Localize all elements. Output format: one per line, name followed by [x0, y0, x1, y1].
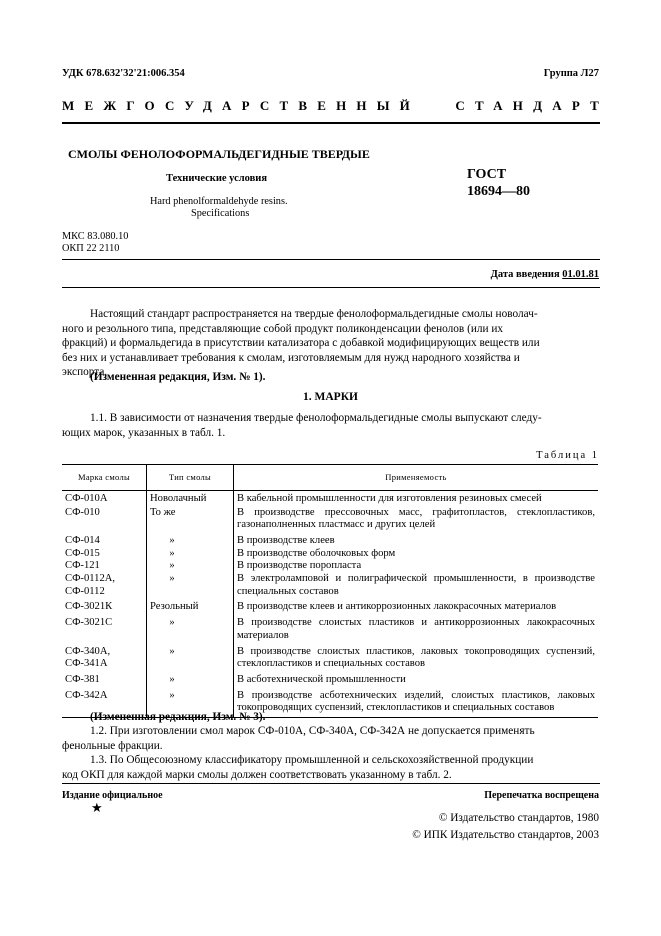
- ditto-mark: »: [169, 573, 175, 585]
- cell-type: [147, 617, 234, 645]
- cell-use: В электроламповой и полиграфической промышленности, в производстве специальных составов: [234, 573, 599, 601]
- ditto-mark: »: [169, 560, 175, 572]
- reprint-notice: Перепечатка воспрещена: [484, 790, 599, 801]
- cell-mark: СФ-381: [65, 673, 100, 685]
- ditto-mark: »: [169, 645, 175, 657]
- cell-use: В производстве слоистых пластиков и антикоррозионных лакокрасочных материалов: [234, 617, 599, 645]
- cell-type: [147, 560, 234, 573]
- header-rule: [62, 122, 600, 124]
- introduction-date: [491, 269, 599, 280]
- paragraph-line: код ОКП для каждой марки смолы должен соответствовать указанному в табл. 2.: [62, 768, 452, 781]
- table-row: [62, 573, 598, 601]
- paragraph-line: 1.2. При изготовлении смол марок СФ-010А, СФ-340А, СФ-342А не допускается применять: [90, 725, 535, 737]
- cell-mark: СФ-0112А, СФ-0112: [65, 573, 116, 597]
- document-title: СМОЛЫ ФЕНОЛОФОРМАЛЬДЕГИДНЫЕ ТВЕРДЫЕ: [68, 147, 370, 161]
- star-icon: ★: [91, 800, 103, 815]
- cell-mark: СФ-010А: [65, 493, 108, 504]
- cell-type: То же: [147, 507, 234, 535]
- cell-use: В производстве асботехнических изделий, слоистых пластиков, лаковых токопроводящих суспензий, стеклопластиков и специальных составов: [234, 690, 599, 718]
- gost-label: ГОСТ: [467, 167, 507, 182]
- copyright-1980: © Издательство стандартов, 1980: [438, 812, 599, 824]
- paragraph-line: 1.3. По Общесоюзному классификатору промышленной и сельскохозяйственной продукции: [90, 754, 534, 766]
- paragraph-1-3: [62, 753, 600, 782]
- cell-use: В производстве клеев и антикоррозионных лакокрасочных материалов: [234, 601, 599, 617]
- group-code: Группа Л27: [543, 68, 599, 79]
- gost-number: 18694—80: [467, 184, 530, 199]
- table-row: [62, 617, 598, 645]
- footer-rule: [62, 783, 600, 784]
- cell-type: Резольный: [147, 601, 234, 617]
- table-caption: Таблица 1: [536, 450, 599, 461]
- english-title-line2: Specifications: [191, 208, 250, 219]
- ditto-mark: »: [169, 534, 175, 546]
- ditto-mark: »: [169, 617, 175, 629]
- table-row: [62, 507, 598, 535]
- classification-codes: [62, 231, 128, 254]
- ditto-mark: »: [169, 547, 175, 559]
- english-title-line1: Hard phenolformaldehyde resins.: [150, 196, 288, 207]
- cell-use: В производстве слоистых пластиков, лаковых токопроводящих суспензий, стеклопластиков и специальных составов: [234, 646, 599, 674]
- table-row: [62, 646, 598, 674]
- resin-grades-table: [62, 464, 598, 718]
- column-header-mark: Марка смолы: [62, 465, 147, 491]
- intro-line: Настоящий стандарт распространяется на твердые фенолоформальдегидные смолы новолач-: [90, 308, 538, 320]
- document-subtitle: Технические условия: [166, 173, 268, 184]
- cell-use: В кабельной промышленности для изготовления резиновых смесей: [234, 491, 599, 507]
- column-header-use: Применяемость: [234, 465, 599, 491]
- paragraph-line: фенольные фракции.: [62, 739, 163, 752]
- mks-code: МКС 83.080.10: [62, 231, 129, 242]
- cell-type: Новолачный: [147, 491, 234, 507]
- cell-type: [147, 535, 234, 548]
- table-row: [62, 535, 598, 548]
- table-header-row: [62, 465, 598, 491]
- cell-mark: СФ-014: [65, 534, 100, 546]
- cell-mark: СФ-015: [65, 547, 100, 559]
- table-row: [62, 491, 598, 507]
- cell-use: В производстве прессовочных масс, графитопластов, стеклопластиков, газонаполненных пластмасс и других целей: [234, 507, 599, 535]
- paragraph-1-2: [62, 724, 600, 753]
- ditto-mark: »: [169, 689, 175, 701]
- cell-type: [147, 548, 234, 561]
- cell-mark: СФ-121: [65, 560, 100, 572]
- cell-mark: СФ-3021С: [65, 617, 113, 629]
- table-row: [62, 560, 598, 573]
- cell-use: В асботехнической промышленности: [234, 674, 599, 690]
- copyright-2003: © ИПК Издательство стандартов, 2003: [412, 829, 599, 841]
- amendment-note-1: (Измененная редакция, Изм. № 1).: [90, 371, 266, 383]
- intro-line: фракций) и формальдегида в присутствии катализатора с добавкой модифицирующих веществ или: [62, 337, 540, 350]
- table-row: [62, 674, 598, 690]
- codes-rule: [62, 259, 600, 260]
- introduction-date-label: Дата введения: [490, 269, 560, 280]
- cell-use: В производстве поропласта: [234, 560, 599, 573]
- intro-line: экспорта.: [62, 366, 108, 379]
- paragraph-line: ющих марок, указанных в табл. 1.: [62, 426, 226, 439]
- ditto-mark: »: [169, 673, 175, 685]
- date-rule: [62, 287, 600, 288]
- amendment-note-3: (Измененная редакция, Изм. № 3).: [90, 711, 266, 723]
- cell-type: [147, 674, 234, 690]
- cell-type: [147, 646, 234, 674]
- cell-mark: СФ-3021К: [65, 601, 113, 613]
- cell-type: [147, 573, 234, 601]
- cell-mark: СФ-340А, СФ-341А: [65, 645, 111, 670]
- table-row: [62, 548, 598, 561]
- cell-mark: СФ-342А: [62, 690, 147, 718]
- cell-use: В производстве клеев: [234, 535, 599, 548]
- introduction-date-value: 01.01.81: [562, 269, 599, 280]
- column-header-type: Тип смолы: [147, 465, 234, 491]
- udk-code: УДК 678.632'32'21:006.354: [62, 68, 185, 79]
- paragraph-1-1: [62, 411, 600, 440]
- banner-right: СТАНДАРТ: [455, 98, 609, 113]
- cell-use: В производстве оболочковых форм: [234, 548, 599, 561]
- okp-code: ОКП 22 2110: [62, 242, 120, 254]
- section-heading-marks: 1. МАРКИ: [303, 391, 358, 403]
- intro-line: без них и устанавливает требования к смолам, изготовляемым для нужд народного хозяйства и: [62, 351, 520, 364]
- official-edition: Издание официальное: [62, 790, 163, 801]
- intro-line: ного и резольного типа, представляющие собой продукт поликонденсации фенолов (или их: [62, 322, 504, 335]
- paragraph-line: 1.1. В зависимости от назначения твердые фенолоформальдегидные смолы выпускают следу-: [90, 412, 542, 424]
- cell-mark: СФ-010: [65, 506, 100, 518]
- banner-left: МЕЖГОСУДАРСТВЕННЫЙ: [62, 98, 420, 113]
- table-row: [62, 601, 598, 617]
